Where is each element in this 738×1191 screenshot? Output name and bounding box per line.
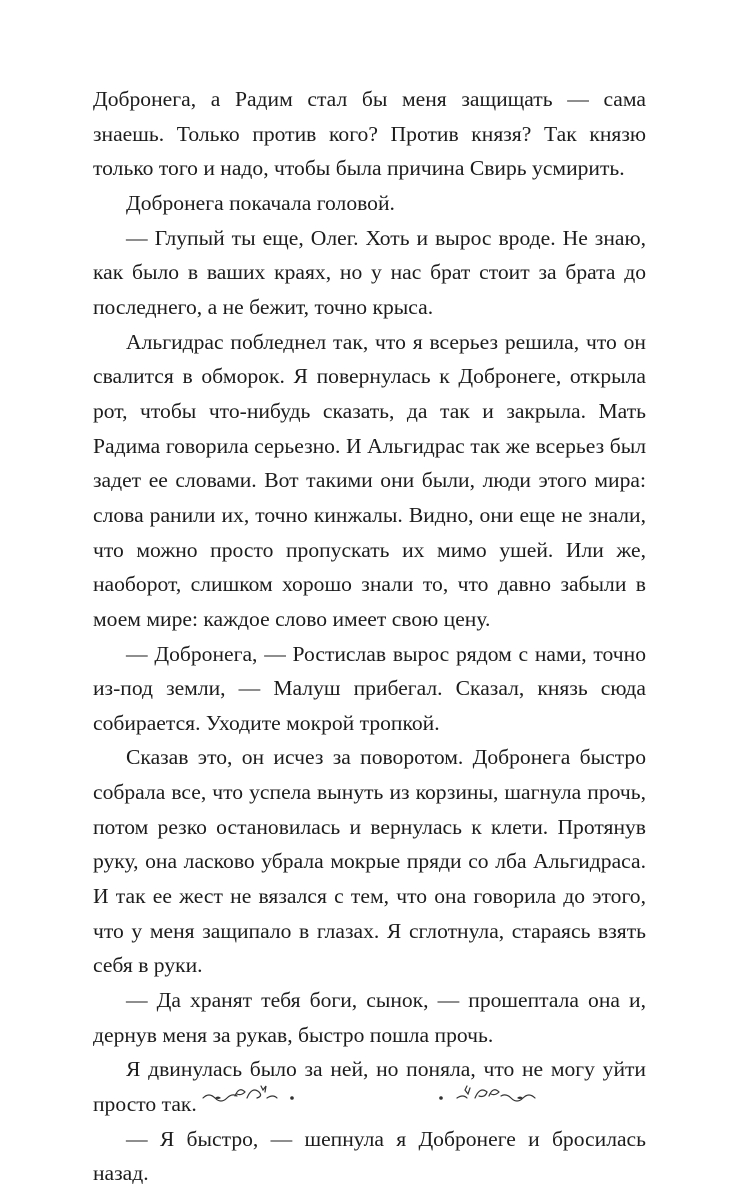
paragraph-2: Добронега покачала головой.	[126, 190, 395, 215]
decorative-ornament-icon	[195, 1078, 548, 1108]
paragraph-3: — Глупый ты еще, Олег. Хоть и вырос вроде. Не знаю, как было в ваших краях, но у нас брат стоит за брата до последнего, а не бежит, точно крыса.	[93, 225, 646, 319]
paragraph-1: Добронега, а Радим стал бы меня защищать — сама знаешь. Только против кого? Против князя? Так князю только того и надо, чтобы была причина Свирь усмирить.	[93, 87, 646, 181]
paragraph-5: — Добронега, — Ростислав вырос рядом с нами, точно из-под земли, — Малуш прибегал. Сказал, князь сюда собирается. Уходите мокрой тропкой.	[93, 641, 646, 735]
paragraph-9: — Я быстро, — шепнула я Добронеге и бросилась назад.	[93, 1126, 646, 1186]
paragraph-8: Я двинулась было за ней, но поняла, что не могу уйти просто так.	[93, 1057, 646, 1117]
paragraph-4: Альгидрас побледнел так, что я всерьез решила, что он свалится в обморок. Я повернулась к Добронеге, открыла рот, чтобы что-нибудь сказать, да так и закрыла. Мать Радима говорила серьезно. И Альгидрас так же всерьез был задет ее словами. Вот такими они были, люди этого мира: слова ранили их, точно кинжалы. Видно, они еще не знали, что можно просто пропускать их мимо ушей. Или же, наоборот, слишком хорошо знали то, что давно забыли в моем мире: каждое слово имеет свою цену.	[93, 329, 646, 631]
paragraph-6: Сказав это, он исчез за поворотом. Добронега быстро собрала все, что успела вынуть из корзины, шагнула прочь, потом резко остановилась и вернулась к клети. Протянув руку, она ласково убрала мокрые пряди со лба Альгидраса. И так ее жест не вязался с тем, что она говорила до этого, что у меня защипало в глазах. Я сглотнула, стараясь взять себя в руки.	[93, 745, 646, 978]
book-page-text	[93, 82, 646, 1191]
paragraph-7: — Да хранят тебя боги, сынок, — прошептала она и, дернув меня за рукав, быстро пошла прочь.	[93, 988, 646, 1047]
